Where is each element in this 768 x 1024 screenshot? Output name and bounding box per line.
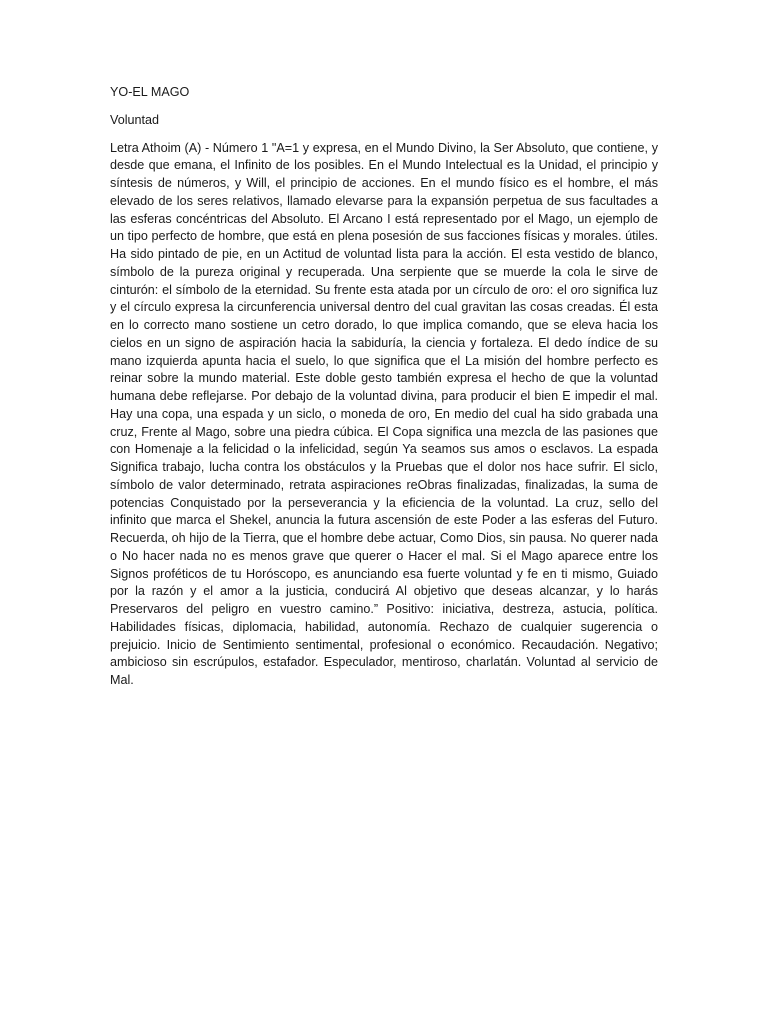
document-title: YO-EL MAGO [110,85,190,99]
document-subtitle: Voluntad [110,112,160,127]
document-body-paragraph: Letra Athoim (A) - Número 1 "A=1 y expresa, en el Mundo Divino, la Ser Absoluto, que contiene, y desde que emana, el Infinito de los posibles. En el Mundo Intelectual es la Unidad, el principio y síntesis de números, y Will, el principio de acciones. En el mundo físico es el hombre, el más elevado de los seres relativos, llamado elevarse para la expansión perpetua de sus facultades a las esferas concéntricas del Absoluto. El Arcano I está representado por el Mago, un ejemplo de un tipo perfecto de hombre, que está en plena posesión de sus facciones físicas y morales. útiles. Ha sido pintado de pie, en un Actitud de voluntad lista para la acción. El esta vestido de blanco, símbolo de la pureza original y recuperada. Una serpiente que se muerde la cola le sirve de cinturón: el símbolo de la eternidad. Su frente esta atada por un círculo de oro: el oro significa luz y el círculo expresa la circunferencia universal dentro del cual gravitan las cosas creadas. Él esta en lo correcto mano sostiene un cetro dorado, lo que implica comando, que se eleva hacia los cielos en un signo de aspiración hacia la sabiduría, la ciencia y fortaleza. El dedo índice de su mano izquierda apunta hacia el suelo, lo que significa que el La misión del hombre perfecto es reinar sobre la mundo material. Este doble gesto también expresa el hecho de que la voluntad humana debe reflejarse. Por debajo de la voluntad divina, para producir el bien E impedir el mal. Hay una copa, una espada y un siclo, o moneda de oro, En medio del cual ha sido grabada una cruz, Frente al Mago, sobre una piedra cúbica. El Copa significa una mezcla de las pasiones que con Homenaje a la felicidad o la infelicidad, según Ya seamos sus amos o esclavos. La espada Significa trabajo, lucha contra los obstáculos y la Pruebas que el dolor nos hace sufrir. El siclo, símbolo de valor determinado, retrata aspiraciones reObras finalizadas, finalizadas, la suma de potencias Conquistado por la perseverancia y la eficiencia de la voluntad. La cruz, sello del infinito que marca el Shekel, anuncia la futura ascensión de este Poder a las esferas del Futuro. Recuerda, oh hijo de la Tierra, que el hombre debe actuar, Como Dios, sin pausa. No querer nada o No hacer nada no es menos grave que querer o Hacer el mal. Si el Mago aparece entre los Signos proféticos de tu Horóscopo, es anunciando esa fuerte voluntad y fe en ti mismo, Guiado por la razón y el amor a la justicia, conducirá Al objetivo que deseas alcanzar, y lo harás Preservaros del peligro en vuestro camino.” Positivo: iniciativa, destreza, astucia, política. Habilidades físicas, diplomacia, habilidad, autonomía. Rechazo de cualquier sugerencia o prejuicio. Inicio de Sentimiento sentimental, profesional o económico. Recaudación. Negativo; ambicioso sin escrúpulos, estafador. Especulador, mentiroso, charlatán. Voluntad al servicio de Mal. [110,140,658,687]
document-content [110,84,658,690]
